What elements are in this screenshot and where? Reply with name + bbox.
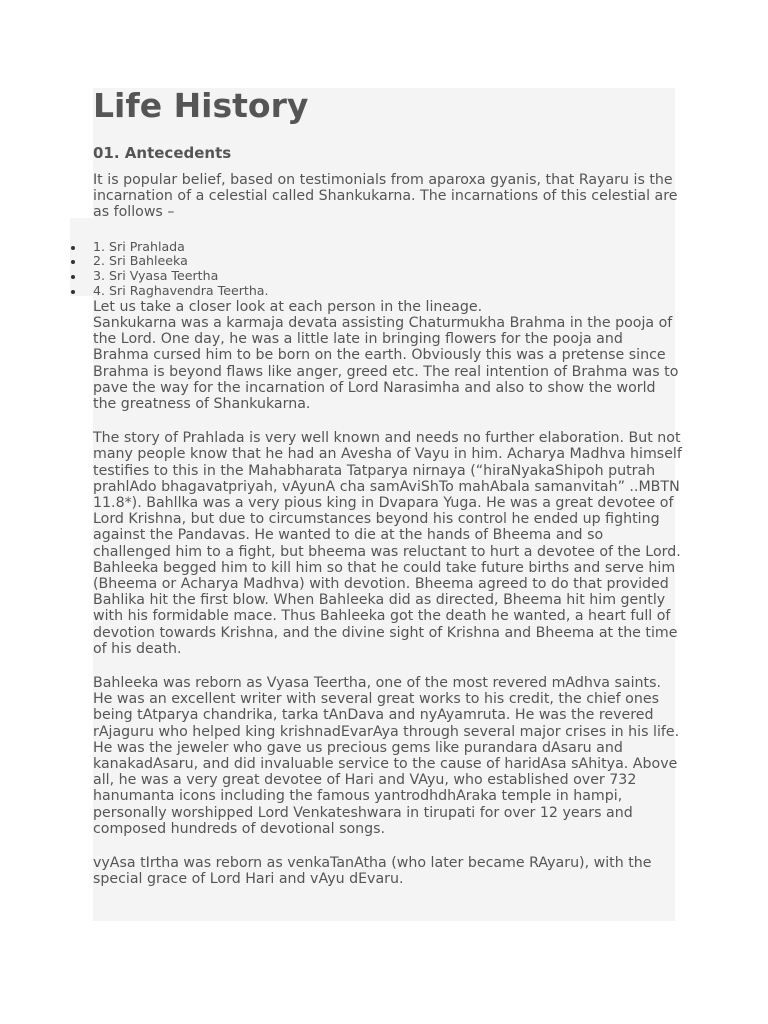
list-panel-extension — [70, 218, 93, 296]
page-title: Life History — [93, 86, 309, 125]
vyasa-teertha-paragraph: Bahleeka was reborn as Vyasa Teertha, one of the most revered mAdhva saints. He was an excellent writer with several great works to his credit, the chief ones being tAtparya chandrika, tarka tAnDava and nyAyamruta. He was the revered rAjaguru who helped king krishnadEvarAya through several major crises in his life. He was the jeweler who gave us precious gems like purandara dAsaru and kanakadAsaru, and did invaluable service to the cause of haridAsa sAhitya. Above all, he was a very great devotee of Hari and VAyu, who established over 732 hanumanta icons including the famous yantrodhdhAraka temple in hampi, personally worshipped Lord Venkateshwara in tirupati for over 12 years and composed hundreds of devotional songs. — [93, 675, 680, 837]
closer-look-line: Let us take a closer look at each person in the lineage. — [93, 298, 483, 315]
list-item: 1. Sri Prahlada — [93, 240, 683, 255]
list-item: 2. Sri Bahleeka — [93, 254, 683, 269]
list-item: 3. Sri Vyasa Teertha — [93, 269, 683, 284]
intro-paragraph: It is popular belief, based on testimonials from aparoxa gyanis, that Rayaru is the incarnation of a celestial called Shankukarna. The incarnations of this celestial are as follows – — [93, 172, 678, 221]
list-item: 4. Sri Raghavendra Teertha. — [93, 284, 683, 299]
prahlada-paragraph: The story of Prahlada is very well known and needs no further elaboration. But not many people know that he had an Avesha of Vayu in him. Acharya Madhva himself testifies to this in the Mahabharata Tatparya nirnaya (“hiraNyakaShipoh putrah prahlAdo bhagavatpriyah, vAyunA cha samAviShTo mahAbala samanvitah” ..MBTN 11.8*). Bahllka was a very pious king in Dvapara Yuga. He was a great devotee of Lord Krishna, but due to circumstances beyond his control he ended up fighting against the Pandavas. He wanted to die at the hands of Bheema and so challenged him to a fight, but bheema was reluctant to hurt a devotee of the Lord. Bahleeka begged him to kill him so that he could take future births and serve him (Bheema or Acharya Madhva) with devotion. Bheema agreed to do that provided Bahlika hit the first blow. When Bahleeka did as directed, Bheema hit him gently with his formidable mace. Thus Bahleeka got the death he wanted, a heart full of devotion towards Krishna, and the divine sight of Krishna and Bheema at the time of his death. — [93, 430, 682, 657]
article — [93, 86, 683, 888]
section-heading: 01. Antecedents — [93, 144, 232, 162]
lineage-list — [93, 240, 683, 299]
sankukarna-paragraph: Sankukarna was a karmaja devata assisting Chaturmukha Brahma in the pooja of the Lord. One day, he was a little late in bringing flowers for the pooja and Brahma cursed him to be born on the earth. Obviously this was a pretense since Brahma is beyond flaws like anger, greed etc. The real intention of Brahma was to pave the way for the incarnation of Lord Narasimha and also to show the world the greatness of Shankukarna. — [93, 315, 679, 413]
rayaru-paragraph: vyAsa tIrtha was reborn as venkaTanAtha (who later became RAyaru), with the special grace of Lord Hari and vAyu dEvaru. — [93, 855, 652, 888]
